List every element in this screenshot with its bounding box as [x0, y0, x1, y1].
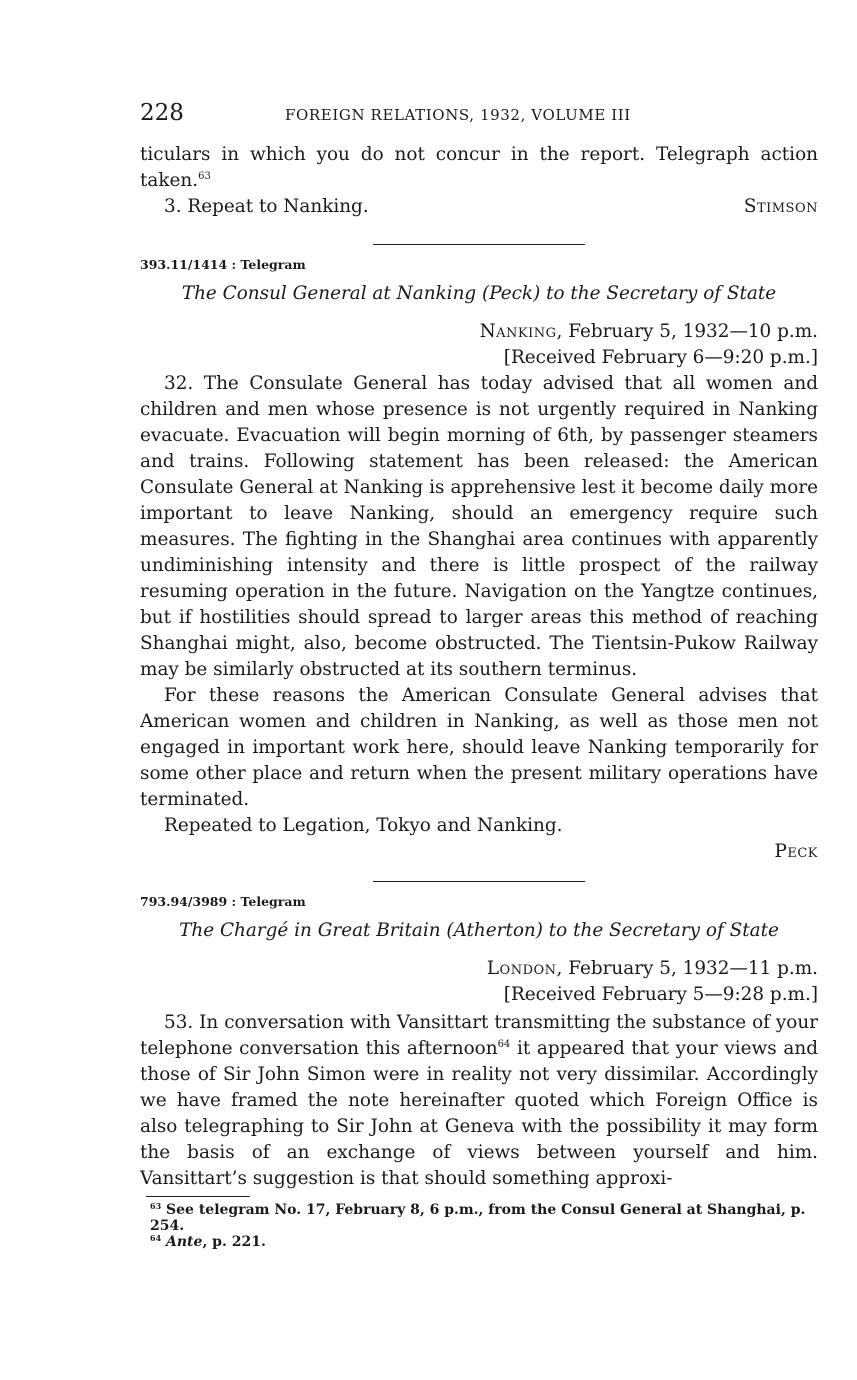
body-paragraph: For these reasons the American Consulate General advises that American women and children in Nanking, as well as those men not engaged in important work here, should leave Nanking temporarily for some other place and return when the present military operations have terminated.	[140, 685, 818, 810]
item-3: 3. Repeat to Nanking.	[164, 196, 369, 217]
file-reference: 793.94/3989 : Telegram	[140, 894, 306, 909]
section-divider	[373, 244, 585, 245]
footnote-ref-64[interactable]: 64	[497, 1039, 511, 1050]
footnote-mark: 63	[150, 1201, 162, 1211]
page-number: 228	[140, 100, 184, 126]
document-title: The Consul General at Nanking (Peck) to the Secretary of State	[181, 283, 777, 304]
footnote-63: $^{63}$ See telegram No. 17, February 8, 6 p.m., from the Consul General at Shanghai, p. 254.	[150, 1201, 806, 1234]
received-line: [Received February 6—9:20 p.m.]	[503, 347, 818, 368]
running-head: FOREIGN RELATIONS, 1932, VOLUME III	[285, 106, 631, 124]
item-3-line	[140, 194, 818, 220]
section-divider	[373, 881, 585, 882]
continued-paragraph: ticulars in which you do not concur in the report. Telegraph action taken.$^{63}$	[140, 144, 818, 191]
dateline: Nanking, February 5, 1932—10 p.m.	[479, 321, 818, 342]
body-paragraph: 32. The Consulate General has today advised that all women and children and men whose presence is not urgently required in Nanking evacuate. Evacuation will begin morning of 6th, by passenger steamers and trains. Following statement has been released: the American Consulate General at Nanking is apprehensive lest it become daily more important to leave Nanking, should an emergency require such measures. The fighting in the Shanghai area continues with apparently undiminishing intensity and there is little prospect of the railway resuming operation in the future. Navigation on the Yangtze continues, but if hostilities should spread to larger areas this method of reaching Shanghai might, also, become obstructed. The Tientsin-Pukow Railway may be similarly obstructed at its southern terminus.	[140, 373, 818, 680]
signature-stimson: Stimson	[743, 196, 818, 217]
body-paragraph: Repeated to Legation, Tokyo and Nanking.	[164, 815, 563, 836]
dateline-place: Nanking	[479, 321, 557, 342]
dateline: London, February 5, 1932—11 p.m.	[486, 958, 818, 979]
page-header	[140, 96, 818, 130]
file-reference: 393.11/1414 : Telegram	[140, 257, 306, 272]
signature-peck: Peck	[774, 841, 818, 862]
document-page	[140, 96, 818, 1250]
footnote-divider	[146, 1196, 250, 1197]
footnote-64: $^{64}$ Ante, p. 221.	[150, 1233, 266, 1250]
footnote-mark: 64	[150, 1233, 162, 1243]
document-title: The Chargé in Great Britain (Atherton) to the Secretary of State	[179, 920, 779, 941]
footnote-ref-63[interactable]: 63	[198, 171, 211, 182]
received-line: [Received February 5—9:28 p.m.]	[503, 984, 818, 1005]
body-paragraph: 53. In conversation with Vansittart transmitting the substance of your telephone conversation this afternoon$^{64}$ it appeared that your views and those of Sir John Simon were in reality not very dissimilar. Accordingly we have framed the note hereinafter quoted which Foreign Office is also telegraphing to Sir John at Geneva with the possibility it may form the basis of an exchange of views between yourself and him. Vansittart’s suggestion is that should something approxi-	[140, 1012, 818, 1189]
dateline-place: London	[486, 958, 557, 979]
